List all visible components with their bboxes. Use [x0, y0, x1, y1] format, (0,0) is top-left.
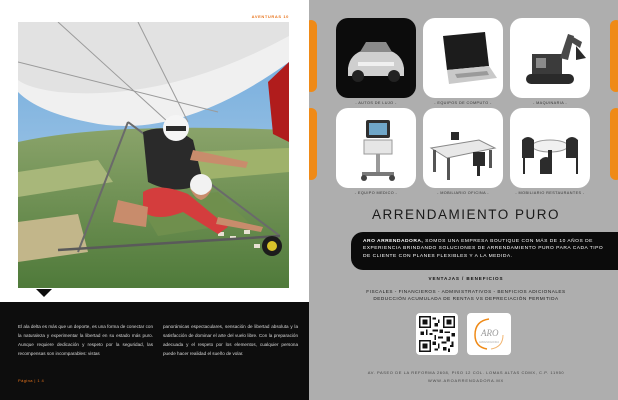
product-label: - EQUIPOS DE COMPUTO - [434, 101, 492, 105]
intro-paragraph [363, 238, 608, 260]
hang-glider-photo [18, 22, 289, 288]
qr-code-icon [419, 316, 455, 352]
logo-subtext: ARRENDADORA [478, 341, 500, 344]
article-text [18, 322, 298, 358]
article-column-2: panorámicas espectaculares, sensación de libertad absoluta y la satisfacción de dominar el arte del vuelo libre. Con la preparación adecuada y el respeto por los elementos, cualquier persona puede hacer realidad el sueño de volar. [163, 324, 298, 356]
benefits-heading: VENTAJAS / BENEFICIOS [428, 276, 504, 281]
product-label: - MOBILIARIO OFICINA - [437, 191, 489, 195]
intro-band [351, 232, 618, 270]
section-header: AVENTURAS 10 [251, 14, 289, 19]
product-tile-laptop [423, 18, 503, 98]
laptop-icon [423, 18, 503, 98]
orange-accent-bar [610, 108, 618, 180]
qr-code[interactable] [416, 313, 458, 355]
orange-accent-bar [309, 108, 317, 180]
product-tile-machinery [510, 18, 590, 98]
orange-accent-bar [309, 20, 317, 92]
photo-notch [36, 289, 52, 297]
restaurant-furniture-icon [510, 108, 590, 188]
excavator-icon [510, 18, 590, 98]
product-tile-office [423, 108, 503, 188]
aro-logo [467, 313, 511, 355]
office-desk-icon [423, 108, 503, 188]
medical-equipment-icon [336, 108, 416, 188]
right-page [309, 0, 618, 400]
company-address: AV. PASEO DE LA REFORMA 2608, PISO 12 COL. LOMAS ALTAS CDMX, C.P. 11950 [367, 370, 565, 375]
product-label: - AUTOS DE LUJO - [355, 101, 397, 105]
product-label: - EQUIPO MEDICO - [354, 191, 398, 195]
intro-text: SOMOS UNA EMPRESA BOUTIQUE CON MÁS DE 10 AÑOS DE EXPERIENCIA BRINDANDO SOLUCIONES DE ARRENDAMIENTO PURO PARA CADA TIPO DE CLIENTE CON PLANES FLEXIBLES Y A LA MEDIDA. [363, 239, 604, 259]
product-tile-luxury-car [336, 18, 416, 98]
orange-accent-bar [610, 20, 618, 92]
product-label: - MAQUINARIA - [532, 101, 568, 105]
page-number: Página | 1 4 [18, 378, 45, 383]
product-tile-medical [336, 108, 416, 188]
benefits-line: FISCALES - FINANCIEROS - ADMINISTRATIVOS - BENFICIOS ADICIONALES [366, 289, 566, 294]
luxury-car-icon [336, 18, 416, 98]
company-name: ARO ARRENDADORA, [363, 239, 424, 244]
product-tile-restaurant [510, 108, 590, 188]
benefits-line: DEDUCCIÓN ACUMULADA DE RENTAS VS DEPRECIACIÓN PERMITIDA [373, 296, 559, 301]
company-website-link[interactable]: WWW.AROARRENDADORA.MX [428, 378, 504, 383]
page-title: ARRENDAMIENTO PURO [371, 207, 561, 222]
product-label: - MOBILIARIO RESTAURANTES - [515, 191, 585, 195]
logo-text: ARO [481, 328, 499, 338]
hang-glider-illustration [18, 22, 289, 288]
article-column-1: El ala delta es más que un deporte, es una forma de conectar con la naturaleza y experimentar la libertad en su estado más puro. Aunque requiere dedicación y respeto por la seguridad, las recompensas son incomparables: vistas [18, 324, 153, 356]
aro-logo-icon [467, 313, 511, 355]
